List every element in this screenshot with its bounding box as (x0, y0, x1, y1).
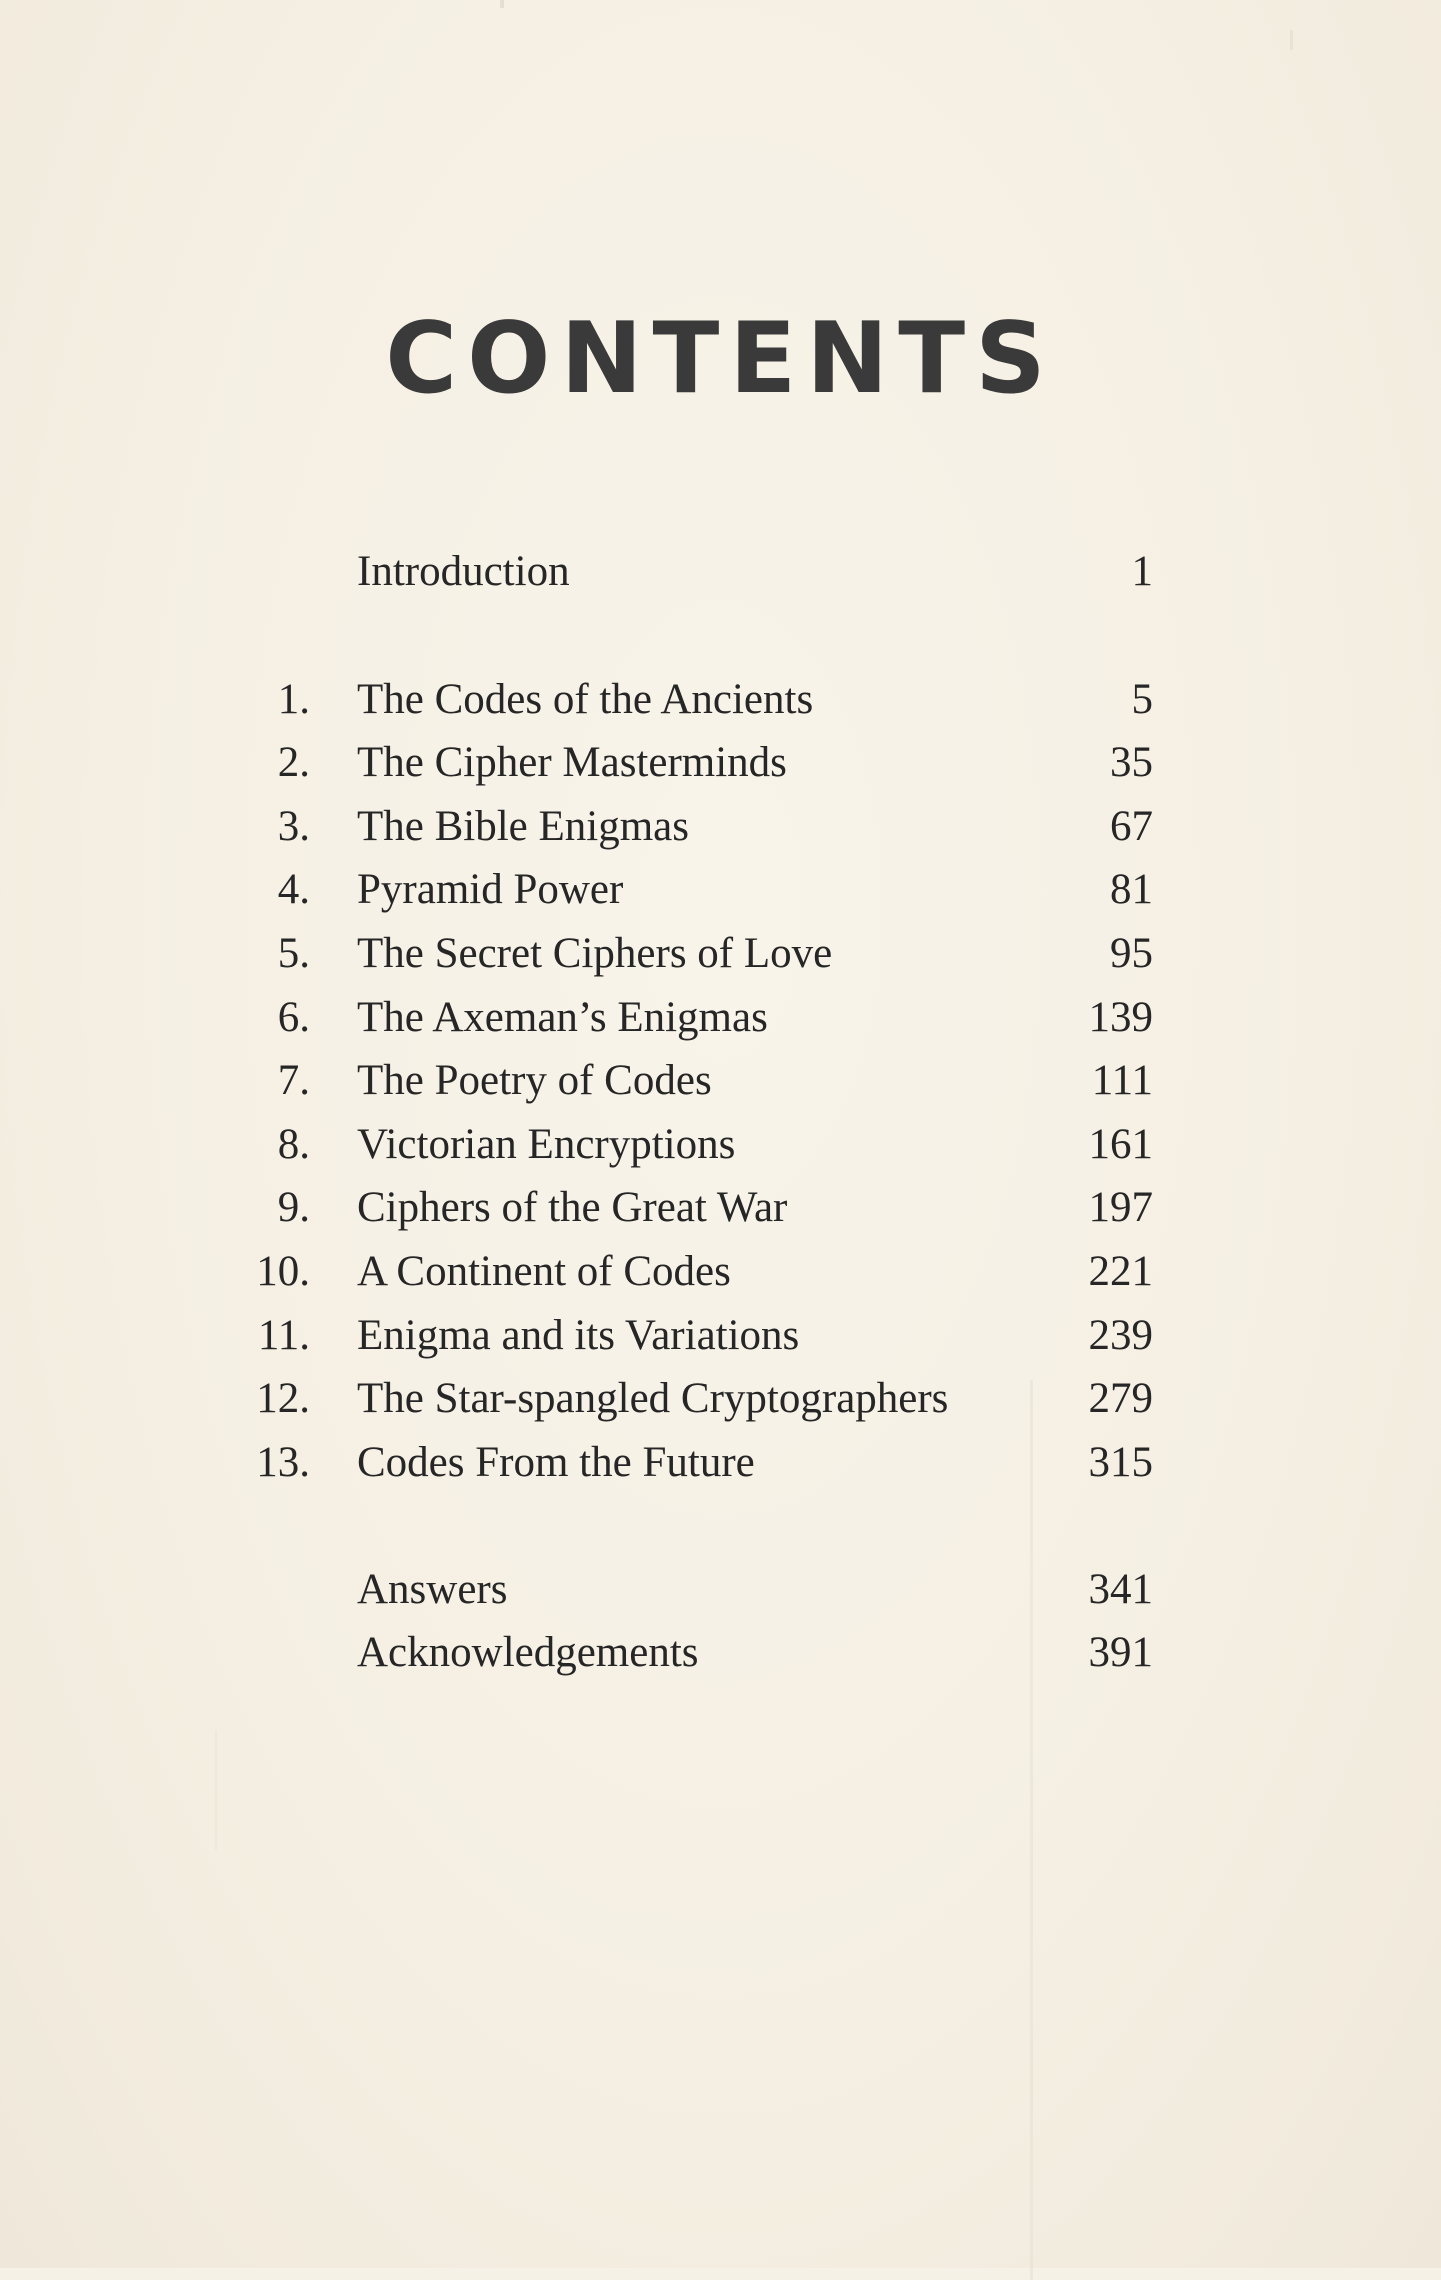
toc-entry-page: 341 (1088, 1566, 1153, 1613)
toc-entry-number: 1. (277, 676, 310, 723)
toc-entry-chapter (0, 797, 1441, 857)
toc-entry-number: 7. (277, 1057, 310, 1104)
toc-entry-label: The Secret Ciphers of Love (357, 930, 833, 977)
toc-entry-label: A Continent of Codes (357, 1248, 731, 1295)
toc-entry-introduction (0, 542, 1441, 602)
toc-entry-page: 279 (1088, 1375, 1153, 1422)
toc-entry-label: The Cipher Masterminds (357, 739, 787, 786)
toc-entry-acknowledgements (0, 1623, 1441, 1683)
toc-entry-label: Introduction (357, 548, 570, 595)
toc-entry-label: The Star-spangled Cryptographers (357, 1375, 949, 1422)
toc-entry-label: The Axeman’s Enigmas (357, 994, 768, 1041)
toc-entry-number: 11. (257, 1312, 310, 1359)
toc-entry-page: 139 (1088, 994, 1153, 1041)
paper-fold-mark (1030, 1380, 1033, 2280)
toc-entry-page: 221 (1088, 1248, 1153, 1295)
toc-entry-page: 197 (1088, 1184, 1153, 1231)
toc-entry-page: 5 (1131, 676, 1153, 723)
toc-entry-number: 13. (256, 1439, 310, 1486)
toc-entry-page: 239 (1088, 1312, 1153, 1359)
toc-entry-chapter (0, 1306, 1441, 1366)
toc-entry-label: Enigma and its Variations (357, 1312, 800, 1359)
toc-entry-number: 6. (277, 994, 310, 1041)
toc-entry-page: 315 (1088, 1439, 1153, 1486)
toc-entry-chapter (0, 670, 1441, 730)
toc-entry-chapter (0, 860, 1441, 920)
toc-entry-page: 391 (1088, 1629, 1153, 1676)
toc-entry-page: 95 (1110, 930, 1153, 977)
toc-entry-label: Codes From the Future (357, 1439, 755, 1486)
toc-entry-label: The Codes of the Ancients (357, 676, 814, 723)
toc-entry-chapter (0, 1051, 1441, 1111)
toc-entry-chapter (0, 1433, 1441, 1493)
toc-entry-page: 67 (1110, 803, 1153, 850)
toc-entry-label: The Bible Enigmas (357, 803, 689, 850)
toc-entry-number: 3. (277, 803, 310, 850)
toc-entry-page: 161 (1088, 1121, 1153, 1168)
toc-entry-page: 111 (1091, 1057, 1153, 1104)
toc-entry-page: 81 (1110, 866, 1153, 913)
toc-entry-chapter (0, 733, 1441, 793)
toc-entry-number: 2. (277, 739, 310, 786)
toc-entry-chapter (0, 924, 1441, 984)
page-title: CONTENTS (385, 302, 1056, 416)
toc-entry-chapter (0, 988, 1441, 1048)
toc-entry-label: Acknowledgements (357, 1629, 699, 1676)
toc-entry-label: Ciphers of the Great War (357, 1184, 788, 1231)
toc-entry-number: 5. (277, 930, 310, 977)
toc-entry-chapter (0, 1369, 1441, 1429)
toc-entry-page: 1 (1131, 548, 1153, 595)
paper-fold-mark (215, 1730, 217, 1850)
toc-entry-chapter (0, 1115, 1441, 1175)
paper-speck (500, 0, 504, 8)
toc-entry-answers (0, 1560, 1441, 1620)
toc-entry-number: 9. (277, 1184, 310, 1231)
toc-entry-chapter (0, 1242, 1441, 1302)
toc-entry-number: 12. (256, 1375, 310, 1422)
toc-entry-label: The Poetry of Codes (357, 1057, 712, 1104)
paper-speck (1290, 30, 1293, 50)
toc-entry-number: 10. (256, 1248, 310, 1295)
toc-entry-number: 8. (277, 1121, 310, 1168)
toc-entry-label: Victorian Encryptions (357, 1121, 736, 1168)
toc-entry-page: 35 (1110, 739, 1153, 786)
toc-entry-chapter (0, 1178, 1441, 1238)
toc-entry-label: Answers (357, 1566, 508, 1613)
toc-entry-number: 4. (277, 866, 310, 913)
toc-entry-label: Pyramid Power (357, 866, 624, 913)
